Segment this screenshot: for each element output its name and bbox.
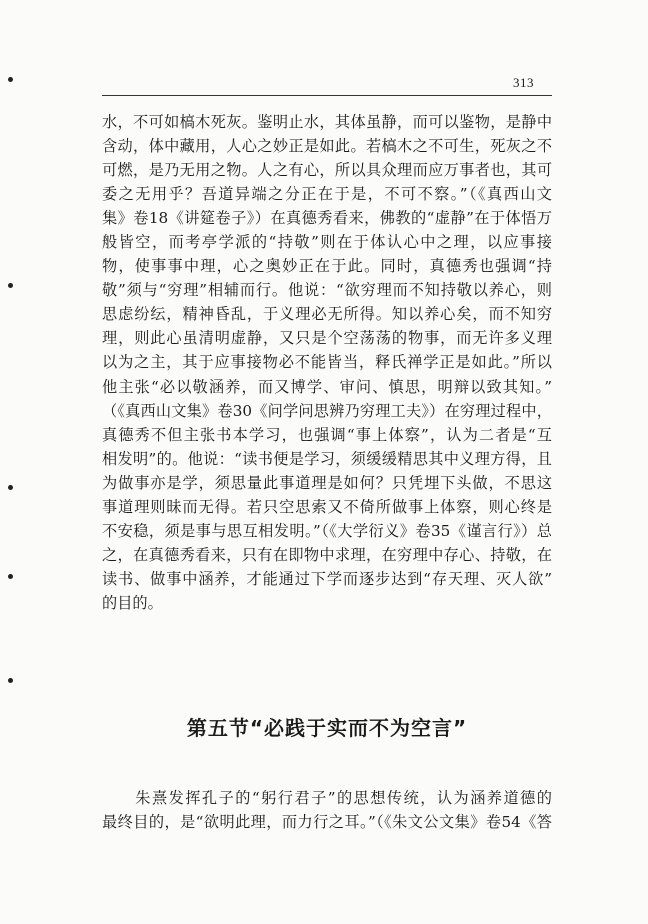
binding-hole-mark bbox=[8, 485, 13, 490]
text-line: 般皆空，而考亭学派的“持敬”则在于体认心中之理，以应事接 bbox=[102, 233, 552, 252]
text-line: 水，不可如槁木死灰。鉴明止水，其体虽静，而可以鉴物，是静中 bbox=[102, 113, 552, 131]
text-line: 朱熹发挥孔子的“躬行君子”的思想传统，认为涵养道德的 bbox=[102, 789, 552, 807]
binding-hole-mark bbox=[8, 678, 13, 683]
text-line: 敬”须与“穷理”相辅而行。他说：“欲穷理而不知持敬以养心，则 bbox=[102, 281, 552, 300]
binding-hole-mark bbox=[8, 283, 13, 288]
paragraph-1 bbox=[102, 110, 552, 615]
section-heading: 第五节“必践于实而不为空言” bbox=[186, 716, 468, 740]
text-line: 不安稳，须是事与思互相发明。”（《大学衍义》卷35《谨言行》）总 bbox=[102, 521, 552, 540]
text-line: 事道理则昧而无得。若只空思索又不倚所做事上体察，则心终是 bbox=[102, 497, 552, 516]
text-line: 可燃，是乃无用之物。人之有心，所以具众理而应万事者也，其可 bbox=[102, 161, 552, 180]
text-line: 的目的。 bbox=[102, 593, 163, 612]
header-rule bbox=[102, 95, 552, 96]
text-line: 集》卷18《讲筵卷子》）在真德秀看来，佛教的“虚静”在于体悟万 bbox=[102, 209, 552, 228]
text-line: 真德秀不但主张书本学习，也强调“事上体察”，认为二者是“互 bbox=[102, 425, 552, 444]
text-line: 物，使事事中理，心之奥妙正在于此。同时，真德秀也强调“持 bbox=[102, 257, 552, 276]
text-line: 他主张“必以敬涵养，而又博学、审问、慎思，明辩以致其知。” bbox=[102, 377, 552, 396]
text-line: 最终目的，是“欲明此理，而力行之耳。”（《朱文公文集》卷54《答 bbox=[102, 813, 552, 832]
binding-hole-mark bbox=[8, 574, 13, 579]
text-line: 读书、做事中涵养，才能通过下学而逐步达到“存天理、灭人欲” bbox=[102, 569, 552, 588]
paragraph-2 bbox=[102, 786, 552, 834]
text-line: 相发明”的。他说：“读书便是学习，须缓缓精思其中义理方得，且 bbox=[102, 449, 552, 468]
text-line: 思虑纷纭，精神昏乱，于义理必无所得。知以养心矣，而不知穷 bbox=[102, 305, 552, 324]
text-line: 含动，体中藏用，人心之妙正是如此。若槁木之不可生，死灰之不 bbox=[102, 137, 552, 156]
text-line: 委之无用乎？吾道异端之分正在于是，不可不察。”（《真西山文 bbox=[102, 185, 552, 204]
text-line: 以为之主，其于应事接物必不能皆当，释氏禅学正是如此。”所以 bbox=[102, 353, 552, 372]
binding-hole-mark bbox=[8, 77, 13, 82]
text-line: 为做事亦是学，须思量此事道理是如何？只凭埋下头做，不思这 bbox=[102, 473, 552, 492]
page-number: 313 bbox=[513, 75, 534, 90]
text-line: （《真西山文集》卷30《问学问思辨乃穷理工夫》）在穷理过程中， bbox=[102, 401, 552, 420]
text-line: 之，在真德秀看来，只有在即物中求理，在穷理中存心、持敬，在 bbox=[102, 545, 552, 564]
text-line: 理，则此心虽清明虚静，又只是个空荡荡的物事，而无许多义理 bbox=[102, 329, 552, 348]
